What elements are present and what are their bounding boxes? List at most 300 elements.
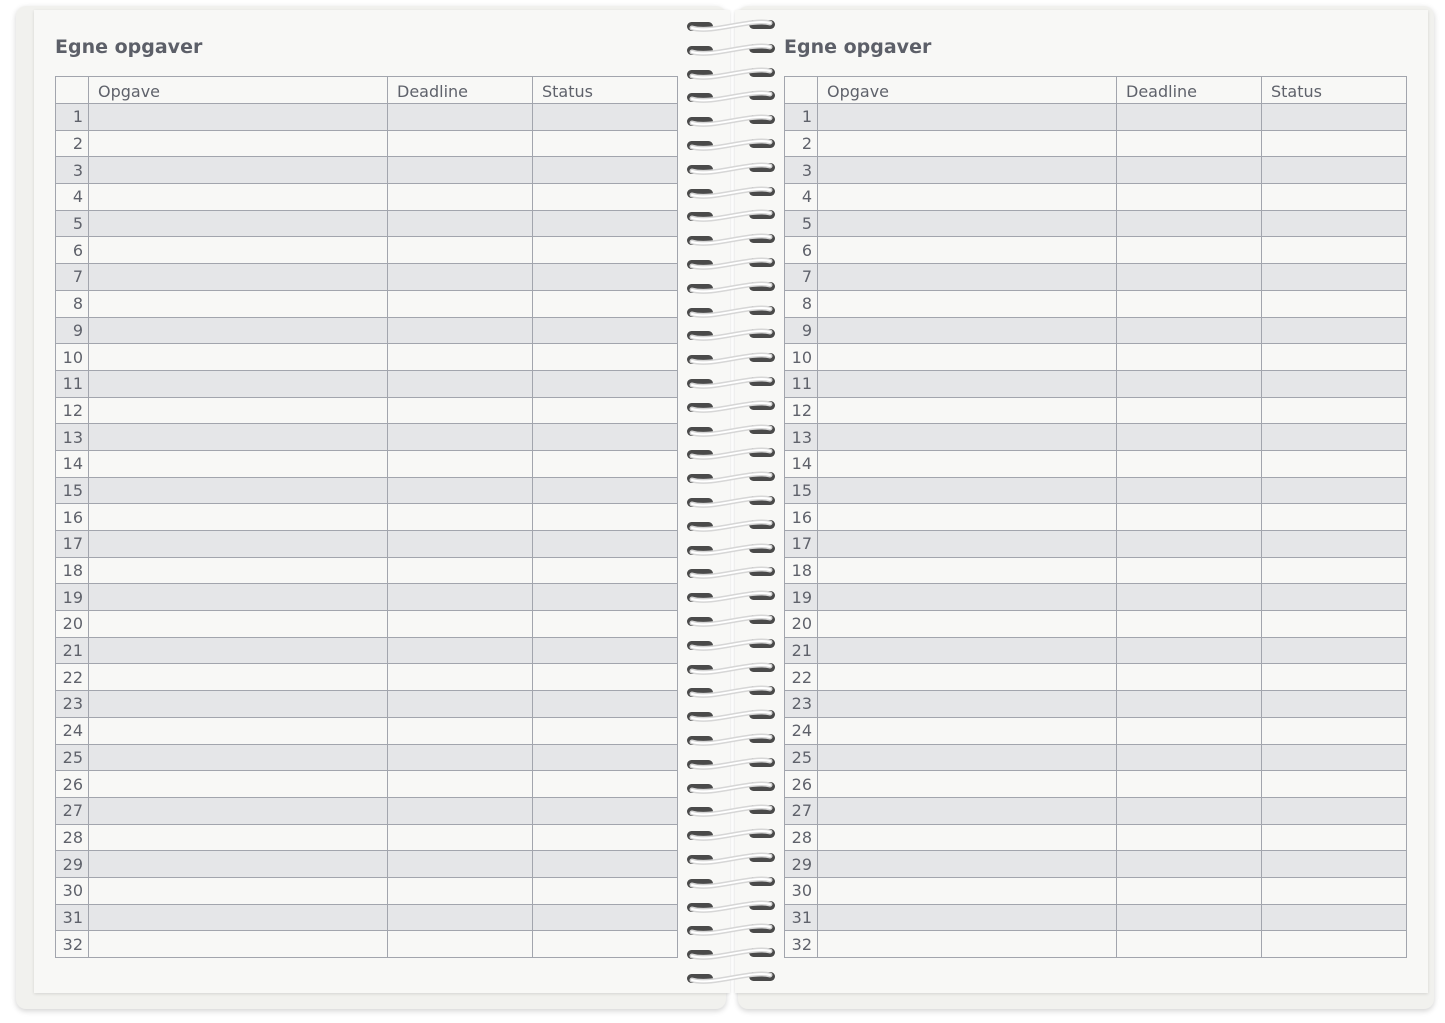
status-cell[interactable] (533, 184, 678, 211)
row-number: 30 (785, 877, 818, 904)
deadline-cell[interactable] (388, 370, 533, 397)
spiral-binding (682, 14, 780, 994)
table-row (785, 104, 1407, 131)
opgave-cell[interactable] (89, 370, 388, 397)
deadline-cell[interactable] (388, 824, 533, 851)
status-cell[interactable] (1262, 691, 1407, 718)
status-cell[interactable] (1262, 637, 1407, 664)
row-number: 9 (785, 317, 818, 344)
deadline-cell[interactable] (388, 771, 533, 798)
deadline-cell[interactable] (388, 477, 533, 504)
opgave-cell[interactable] (818, 237, 1117, 264)
table-row (785, 290, 1407, 317)
opgave-cell[interactable] (818, 584, 1117, 611)
status-cell[interactable] (1262, 611, 1407, 638)
spiral-ring (682, 113, 780, 129)
deadline-cell[interactable] (1117, 424, 1262, 451)
status-cell[interactable] (1262, 210, 1407, 237)
deadline-cell[interactable] (388, 237, 533, 264)
deadline-cell[interactable] (388, 584, 533, 611)
opgave-cell[interactable] (89, 557, 388, 584)
deadline-cell[interactable] (1117, 450, 1262, 477)
row-number: 32 (785, 931, 818, 958)
status-cell[interactable] (533, 744, 678, 771)
opgave-cell[interactable] (89, 477, 388, 504)
opgave-cell[interactable] (818, 664, 1117, 691)
table-row (785, 184, 1407, 211)
status-cell[interactable] (533, 584, 678, 611)
opgave-cell[interactable] (818, 744, 1117, 771)
status-cell[interactable] (533, 317, 678, 344)
table-row (785, 691, 1407, 718)
opgave-cell[interactable] (89, 717, 388, 744)
spiral-ring (682, 42, 780, 58)
spiral-ring (682, 137, 780, 153)
status-cell[interactable] (533, 664, 678, 691)
deadline-cell[interactable] (388, 717, 533, 744)
opgave-cell[interactable] (89, 157, 388, 184)
deadline-cell[interactable] (1117, 851, 1262, 878)
row-number: 22 (56, 664, 89, 691)
deadline-cell[interactable] (388, 184, 533, 211)
opgave-cell[interactable] (89, 824, 388, 851)
table-row (56, 317, 678, 344)
column-header-number (785, 77, 818, 104)
status-cell[interactable] (533, 904, 678, 931)
status-cell[interactable] (533, 210, 678, 237)
opgave-cell[interactable] (818, 717, 1117, 744)
row-number: 6 (785, 237, 818, 264)
table-row (56, 450, 678, 477)
deadline-cell[interactable] (1117, 771, 1262, 798)
opgave-cell[interactable] (89, 611, 388, 638)
opgave-cell[interactable] (818, 877, 1117, 904)
opgave-cell[interactable] (89, 184, 388, 211)
deadline-cell[interactable] (1117, 504, 1262, 531)
table-row (785, 557, 1407, 584)
deadline-cell[interactable] (1117, 797, 1262, 824)
table-row (785, 344, 1407, 371)
deadline-cell[interactable] (1117, 664, 1262, 691)
opgave-cell[interactable] (818, 157, 1117, 184)
row-number: 16 (785, 504, 818, 531)
opgave-cell[interactable] (818, 557, 1117, 584)
row-number: 25 (785, 744, 818, 771)
deadline-cell[interactable] (1117, 370, 1262, 397)
status-cell[interactable] (533, 717, 678, 744)
status-cell[interactable] (533, 424, 678, 451)
task-table (784, 76, 1407, 958)
table-row (785, 531, 1407, 558)
status-cell[interactable] (533, 450, 678, 477)
opgave-cell[interactable] (818, 637, 1117, 664)
status-cell[interactable] (1262, 877, 1407, 904)
opgave-cell[interactable] (818, 264, 1117, 291)
status-cell[interactable] (533, 637, 678, 664)
status-cell[interactable] (533, 877, 678, 904)
deadline-cell[interactable] (1117, 130, 1262, 157)
deadline-cell[interactable] (388, 637, 533, 664)
status-cell[interactable] (533, 477, 678, 504)
status-cell[interactable] (1262, 237, 1407, 264)
opgave-cell[interactable] (89, 450, 388, 477)
row-number: 18 (785, 557, 818, 584)
status-cell[interactable] (1262, 184, 1407, 211)
spiral-ring (682, 18, 780, 34)
spiral-ring (682, 732, 780, 748)
deadline-cell[interactable] (1117, 584, 1262, 611)
table-row (785, 237, 1407, 264)
opgave-cell[interactable] (89, 797, 388, 824)
deadline-cell[interactable] (1117, 317, 1262, 344)
table-row (56, 611, 678, 638)
row-number: 5 (56, 210, 89, 237)
opgave-cell[interactable] (89, 584, 388, 611)
status-cell[interactable] (1262, 130, 1407, 157)
deadline-cell[interactable] (1117, 531, 1262, 558)
deadline-cell[interactable] (1117, 477, 1262, 504)
deadline-cell[interactable] (1117, 824, 1262, 851)
table-row (56, 210, 678, 237)
deadline-cell[interactable] (1117, 344, 1262, 371)
deadline-cell[interactable] (388, 157, 533, 184)
table-row (56, 797, 678, 824)
deadline-cell[interactable] (1117, 264, 1262, 291)
status-cell[interactable] (1262, 531, 1407, 558)
opgave-cell[interactable] (818, 450, 1117, 477)
status-cell[interactable] (533, 557, 678, 584)
row-number: 19 (56, 584, 89, 611)
table-row (56, 557, 678, 584)
status-cell[interactable] (1262, 370, 1407, 397)
status-cell[interactable] (533, 824, 678, 851)
column-header-deadline: Deadline (388, 77, 533, 104)
table-row (56, 824, 678, 851)
deadline-cell[interactable] (1117, 237, 1262, 264)
opgave-cell[interactable] (89, 637, 388, 664)
spiral-ring (682, 494, 780, 510)
spiral-ring (682, 351, 780, 367)
deadline-cell[interactable] (1117, 717, 1262, 744)
status-cell[interactable] (1262, 317, 1407, 344)
status-cell[interactable] (1262, 584, 1407, 611)
status-cell[interactable] (1262, 824, 1407, 851)
deadline-cell[interactable] (1117, 397, 1262, 424)
deadline-cell[interactable] (388, 797, 533, 824)
opgave-cell[interactable] (89, 397, 388, 424)
table-row (56, 130, 678, 157)
opgave-cell[interactable] (89, 877, 388, 904)
status-cell[interactable] (533, 851, 678, 878)
deadline-cell[interactable] (1117, 931, 1262, 958)
spiral-ring (682, 89, 780, 105)
deadline-cell[interactable] (388, 130, 533, 157)
table-row (56, 370, 678, 397)
deadline-cell[interactable] (388, 450, 533, 477)
opgave-cell[interactable] (89, 931, 388, 958)
row-number: 27 (56, 797, 89, 824)
deadline-cell[interactable] (388, 664, 533, 691)
status-cell[interactable] (533, 931, 678, 958)
status-cell[interactable] (533, 264, 678, 291)
row-number: 12 (56, 397, 89, 424)
deadline-cell[interactable] (388, 104, 533, 131)
deadline-cell[interactable] (1117, 611, 1262, 638)
opgave-cell[interactable] (89, 904, 388, 931)
status-cell[interactable] (1262, 851, 1407, 878)
deadline-cell[interactable] (1117, 157, 1262, 184)
status-cell[interactable] (533, 237, 678, 264)
opgave-cell[interactable] (818, 424, 1117, 451)
spiral-ring (682, 280, 780, 296)
table-row (56, 237, 678, 264)
status-cell[interactable] (1262, 797, 1407, 824)
opgave-cell[interactable] (89, 104, 388, 131)
row-number: 18 (56, 557, 89, 584)
status-cell[interactable] (533, 130, 678, 157)
spiral-ring (682, 708, 780, 724)
table-row (785, 904, 1407, 931)
status-cell[interactable] (1262, 771, 1407, 798)
row-number: 5 (785, 210, 818, 237)
status-cell[interactable] (533, 691, 678, 718)
deadline-cell[interactable] (388, 877, 533, 904)
status-cell[interactable] (1262, 450, 1407, 477)
row-number: 10 (785, 344, 818, 371)
row-number: 24 (785, 717, 818, 744)
opgave-cell[interactable] (89, 264, 388, 291)
table-row (785, 130, 1407, 157)
opgave-cell[interactable] (89, 851, 388, 878)
row-number: 20 (56, 611, 89, 638)
table-row (785, 504, 1407, 531)
table-row (56, 344, 678, 371)
deadline-cell[interactable] (388, 744, 533, 771)
table-row (785, 370, 1407, 397)
spiral-ring (682, 780, 780, 796)
spiral-ring (682, 304, 780, 320)
table-row (56, 771, 678, 798)
deadline-cell[interactable] (1117, 637, 1262, 664)
opgave-cell[interactable] (818, 691, 1117, 718)
spiral-ring (682, 542, 780, 558)
deadline-cell[interactable] (388, 504, 533, 531)
row-number: 14 (785, 450, 818, 477)
status-cell[interactable] (1262, 664, 1407, 691)
status-cell[interactable] (533, 290, 678, 317)
status-cell[interactable] (533, 531, 678, 558)
opgave-cell[interactable] (818, 184, 1117, 211)
deadline-cell[interactable] (388, 290, 533, 317)
status-cell[interactable] (1262, 904, 1407, 931)
table-row (785, 424, 1407, 451)
status-cell[interactable] (1262, 104, 1407, 131)
table-row (56, 877, 678, 904)
row-number: 15 (56, 477, 89, 504)
status-cell[interactable] (533, 104, 678, 131)
deadline-cell[interactable] (388, 264, 533, 291)
row-number: 8 (56, 290, 89, 317)
status-cell[interactable] (1262, 424, 1407, 451)
spiral-ring (682, 661, 780, 677)
deadline-cell[interactable] (1117, 557, 1262, 584)
row-number: 4 (785, 184, 818, 211)
deadline-cell[interactable] (1117, 290, 1262, 317)
table-row (785, 824, 1407, 851)
deadline-cell[interactable] (388, 691, 533, 718)
opgave-cell[interactable] (89, 344, 388, 371)
table-row (785, 477, 1407, 504)
column-header-number (56, 77, 89, 104)
deadline-cell[interactable] (388, 931, 533, 958)
deadline-cell[interactable] (1117, 184, 1262, 211)
deadline-cell[interactable] (1117, 904, 1262, 931)
row-number: 14 (56, 450, 89, 477)
row-number: 30 (56, 877, 89, 904)
status-cell[interactable] (1262, 264, 1407, 291)
status-cell[interactable] (533, 157, 678, 184)
opgave-cell[interactable] (818, 931, 1117, 958)
row-number: 7 (56, 264, 89, 291)
status-cell[interactable] (533, 344, 678, 371)
deadline-cell[interactable] (388, 531, 533, 558)
status-cell[interactable] (1262, 344, 1407, 371)
opgave-cell[interactable] (818, 771, 1117, 798)
opgave-cell[interactable] (89, 210, 388, 237)
deadline-cell[interactable] (1117, 877, 1262, 904)
opgave-cell[interactable] (818, 824, 1117, 851)
column-header-opgave: Opgave (818, 77, 1117, 104)
status-cell[interactable] (1262, 717, 1407, 744)
status-cell[interactable] (1262, 744, 1407, 771)
opgave-cell[interactable] (89, 771, 388, 798)
status-cell[interactable] (533, 611, 678, 638)
table-row (785, 317, 1407, 344)
opgave-cell[interactable] (89, 130, 388, 157)
deadline-cell[interactable] (388, 424, 533, 451)
opgave-cell[interactable] (89, 317, 388, 344)
spiral-ring (682, 637, 780, 653)
opgave-cell[interactable] (818, 851, 1117, 878)
opgave-cell[interactable] (89, 744, 388, 771)
spiral-ring (682, 970, 780, 986)
table-row (56, 744, 678, 771)
deadline-cell[interactable] (388, 210, 533, 237)
row-number: 28 (56, 824, 89, 851)
opgave-cell[interactable] (818, 797, 1117, 824)
deadline-cell[interactable] (388, 397, 533, 424)
row-number: 26 (56, 771, 89, 798)
row-number: 28 (785, 824, 818, 851)
opgave-cell[interactable] (818, 290, 1117, 317)
deadline-cell[interactable] (1117, 744, 1262, 771)
opgave-cell[interactable] (818, 397, 1117, 424)
row-number: 16 (56, 504, 89, 531)
deadline-cell[interactable] (1117, 210, 1262, 237)
row-number: 10 (56, 344, 89, 371)
spiral-ring (682, 589, 780, 605)
status-cell[interactable] (533, 797, 678, 824)
opgave-cell[interactable] (818, 370, 1117, 397)
deadline-cell[interactable] (1117, 104, 1262, 131)
opgave-cell[interactable] (89, 691, 388, 718)
status-cell[interactable] (533, 504, 678, 531)
status-cell[interactable] (1262, 397, 1407, 424)
deadline-cell[interactable] (388, 851, 533, 878)
deadline-cell[interactable] (388, 317, 533, 344)
opgave-cell[interactable] (818, 504, 1117, 531)
spiral-ring (682, 565, 780, 581)
opgave-cell[interactable] (89, 531, 388, 558)
status-cell[interactable] (1262, 557, 1407, 584)
spiral-ring (682, 946, 780, 962)
column-header-status: Status (1262, 77, 1407, 104)
spiral-ring (682, 66, 780, 82)
row-number: 20 (785, 611, 818, 638)
opgave-cell[interactable] (818, 904, 1117, 931)
page-title: Egne opgaver (55, 36, 203, 58)
status-cell[interactable] (1262, 931, 1407, 958)
deadline-cell[interactable] (388, 611, 533, 638)
deadline-cell[interactable] (388, 904, 533, 931)
status-cell[interactable] (1262, 477, 1407, 504)
opgave-cell[interactable] (818, 317, 1117, 344)
spiral-ring (682, 185, 780, 201)
opgave-cell[interactable] (818, 344, 1117, 371)
deadline-cell[interactable] (388, 344, 533, 371)
opgave-cell[interactable] (89, 290, 388, 317)
table-row (56, 477, 678, 504)
row-number: 21 (56, 637, 89, 664)
status-cell[interactable] (533, 397, 678, 424)
opgave-cell[interactable] (818, 477, 1117, 504)
spiral-ring (682, 899, 780, 915)
opgave-cell[interactable] (89, 424, 388, 451)
opgave-cell[interactable] (818, 130, 1117, 157)
opgave-cell[interactable] (818, 104, 1117, 131)
opgave-cell[interactable] (89, 664, 388, 691)
deadline-cell[interactable] (388, 557, 533, 584)
row-number: 7 (785, 264, 818, 291)
opgave-cell[interactable] (89, 237, 388, 264)
spiral-ring (682, 803, 780, 819)
row-number: 31 (56, 904, 89, 931)
spiral-ring (682, 256, 780, 272)
row-number: 23 (56, 691, 89, 718)
status-cell[interactable] (533, 370, 678, 397)
table-row (56, 157, 678, 184)
status-cell[interactable] (1262, 290, 1407, 317)
status-cell[interactable] (533, 771, 678, 798)
status-cell[interactable] (1262, 504, 1407, 531)
opgave-cell[interactable] (89, 504, 388, 531)
spiral-ring (682, 399, 780, 415)
table-row (785, 584, 1407, 611)
status-cell[interactable] (1262, 157, 1407, 184)
column-header-opgave: Opgave (89, 77, 388, 104)
page-title: Egne opgaver (784, 36, 932, 58)
row-number: 15 (785, 477, 818, 504)
page-left (34, 10, 730, 993)
spiral-ring (682, 208, 780, 224)
row-number: 32 (56, 931, 89, 958)
opgave-cell[interactable] (818, 611, 1117, 638)
opgave-cell[interactable] (818, 531, 1117, 558)
deadline-cell[interactable] (1117, 691, 1262, 718)
opgave-cell[interactable] (818, 210, 1117, 237)
row-number: 24 (56, 717, 89, 744)
spiral-ring (682, 827, 780, 843)
